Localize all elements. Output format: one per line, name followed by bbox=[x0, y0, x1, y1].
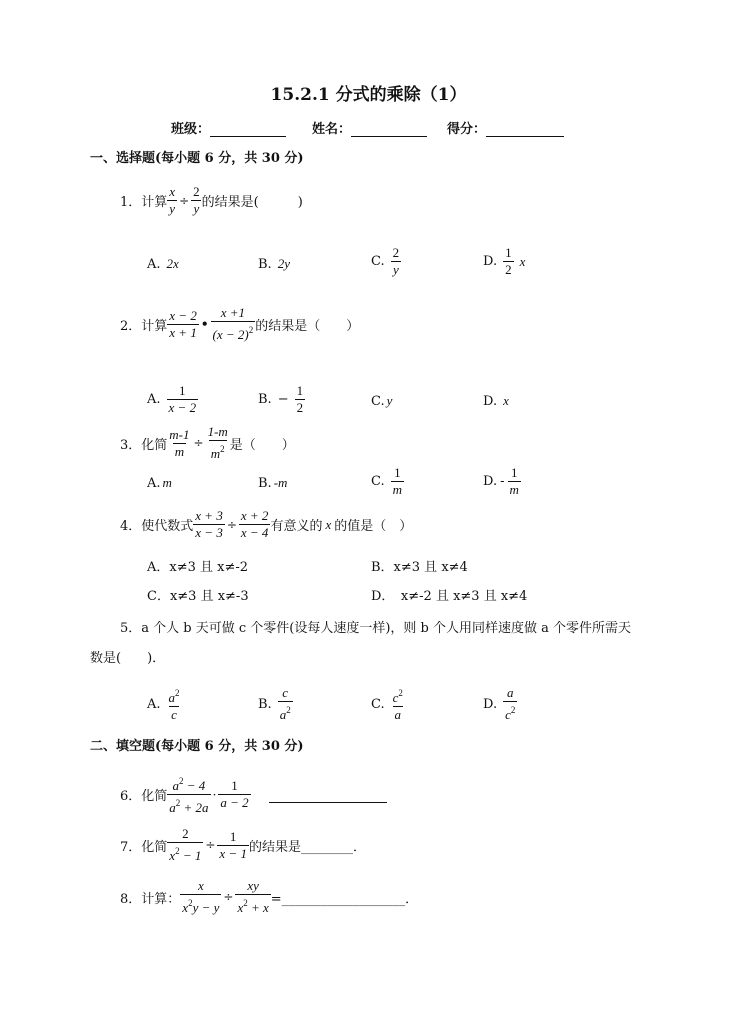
option-label: C. bbox=[371, 254, 385, 269]
q4-variable: x bbox=[325, 516, 332, 532]
option-fraction: $\frac{a}{c^2}$ bbox=[505, 685, 516, 722]
multiply-dot: • bbox=[200, 317, 209, 331]
name-label: 姓名： bbox=[312, 122, 352, 137]
question-3 bbox=[120, 424, 295, 462]
q4-option-a[interactable]: A．x≠3 且 x≠-2 bbox=[147, 560, 249, 575]
divide-sign: ÷ bbox=[226, 517, 237, 532]
class-blank[interactable] bbox=[210, 122, 286, 137]
q3-option-d[interactable] bbox=[483, 465, 521, 498]
divide-sign: ÷ bbox=[223, 890, 234, 904]
q6-fraction-1: $\frac{a^2 - 4}{a^2 + 2a}$ bbox=[169, 776, 209, 815]
q4-option-c[interactable]: C．x≠3 且 x≠-3 bbox=[147, 589, 249, 604]
q3-suffix: 是（ ） bbox=[229, 437, 295, 453]
option-var: x bbox=[519, 253, 526, 269]
q3-option-c[interactable] bbox=[371, 465, 404, 498]
option-fraction: $\frac{1}{m}$ bbox=[509, 465, 519, 497]
q6-fraction-2: $\frac{1}{a - 2}$ bbox=[220, 778, 249, 810]
question-8 bbox=[120, 878, 418, 916]
option-value: 2y bbox=[277, 256, 290, 271]
divide-sign: ÷ bbox=[205, 838, 216, 852]
q3-prefix: 3．化简 bbox=[120, 437, 168, 453]
option-fraction: $\frac{1}{x - 2}$ bbox=[168, 383, 197, 415]
q1-fraction-1: $\frac{x}{y}$ bbox=[169, 184, 176, 216]
option-value: x bbox=[503, 393, 509, 408]
q3-option-b[interactable] bbox=[258, 475, 287, 491]
q3-option-a[interactable] bbox=[147, 475, 172, 491]
option-fraction: $\frac{a^2}{c}$ bbox=[168, 688, 180, 722]
q2-option-c[interactable] bbox=[371, 393, 392, 409]
option-label: D. bbox=[483, 696, 498, 712]
q7-suffix: 的结果是________． bbox=[248, 839, 366, 855]
option-label: B. bbox=[258, 696, 272, 712]
option-value: -m bbox=[273, 475, 288, 490]
q4-suffix-a: 有意义的 bbox=[270, 519, 323, 534]
q5-text-line1: 5．a 个人 b 天可做 c 个零件(设每人速度一样)，则 b 个人用同样速度做 a 个零件所需天 bbox=[120, 621, 632, 636]
multiply-dot: · bbox=[212, 787, 217, 802]
minus-sign: - bbox=[500, 474, 505, 489]
option-label: D. bbox=[483, 393, 498, 409]
name-blank[interactable] bbox=[351, 122, 427, 137]
option-value: 2x bbox=[166, 256, 179, 271]
q2-option-b[interactable] bbox=[258, 383, 305, 416]
question-2 bbox=[120, 305, 359, 343]
q5-text-line2: 数是( )． bbox=[90, 651, 166, 666]
q2-prefix: 2．计算 bbox=[120, 318, 168, 334]
option-label: B. bbox=[258, 392, 272, 407]
option-label: C. bbox=[371, 474, 385, 489]
class-label: 班级： bbox=[171, 122, 211, 137]
score-blank[interactable] bbox=[486, 122, 564, 137]
section-heading-choice: 一、选择题(每小题 6 分，共 30 分) bbox=[90, 151, 304, 166]
q1-option-d[interactable] bbox=[483, 245, 525, 278]
q1-prefix: 1．计算 bbox=[120, 195, 168, 210]
option-label: D. bbox=[483, 254, 498, 269]
q5-option-b[interactable] bbox=[258, 685, 293, 723]
section-heading-fill: 二、填空题(每小题 6 分，共 30 分) bbox=[90, 739, 304, 754]
divide-sign: ÷ bbox=[179, 193, 190, 208]
option-label: B. bbox=[258, 475, 272, 491]
name-field bbox=[312, 118, 427, 137]
option-value: y bbox=[386, 393, 393, 408]
class-field bbox=[171, 118, 286, 137]
option-label: A. bbox=[147, 256, 161, 272]
q8-suffix: =___________________． bbox=[270, 891, 419, 907]
q5-option-a[interactable] bbox=[147, 685, 182, 723]
q8-prefix: 8．计算： bbox=[120, 891, 181, 907]
option-label: C. bbox=[371, 393, 385, 409]
option-label: C. bbox=[371, 696, 385, 712]
q4-prefix: 4．使代数式 bbox=[120, 519, 194, 534]
minus-sign: − bbox=[277, 392, 289, 407]
score-label: 得分： bbox=[447, 122, 487, 137]
divide-sign: ÷ bbox=[193, 436, 204, 450]
q1-suffix: 的结果是( ) bbox=[201, 195, 303, 210]
q8-fraction-2: $\frac{xy}{x^2 + x}$ bbox=[237, 878, 269, 915]
q3-fraction-2: $\frac{1-m}{m^2}$ bbox=[207, 424, 228, 461]
q1-option-c[interactable] bbox=[371, 245, 401, 278]
option-label: D. bbox=[483, 474, 498, 489]
option-label: A. bbox=[147, 475, 161, 491]
page-title: 15.2.1 分式的乘除（1） bbox=[270, 85, 467, 105]
q7-prefix: 7．化简 bbox=[120, 839, 168, 855]
option-fraction: $\frac{1}{m}$ bbox=[392, 465, 403, 497]
q4-suffix-b: 的值是（ ） bbox=[334, 519, 413, 534]
question-7 bbox=[120, 826, 366, 864]
option-fraction: $\frac{2}{y}$ bbox=[392, 245, 400, 277]
q1-option-b[interactable] bbox=[258, 256, 290, 272]
q1-option-a[interactable] bbox=[147, 256, 179, 272]
q8-fraction-1: $\frac{x}{x^2y - y}$ bbox=[182, 878, 220, 915]
q2-option-a[interactable] bbox=[147, 383, 198, 416]
q4-fraction-1: $\frac{x + 3}{x - 3}$ bbox=[195, 508, 223, 540]
option-label: B. bbox=[258, 256, 272, 272]
q2-suffix: 的结果是（ ） bbox=[255, 318, 360, 334]
q4-option-b[interactable]: B．x≠3 且 x≠4 bbox=[371, 560, 468, 575]
q7-fraction-2: $\frac{1}{x - 1}$ bbox=[219, 828, 247, 861]
option-fraction: $\frac{1}{2}$ bbox=[296, 383, 304, 415]
option-fraction: $\frac{c}{a^2}$ bbox=[279, 685, 291, 722]
q4-fraction-2: $\frac{x + 2}{x - 4}$ bbox=[240, 508, 269, 540]
option-value: m bbox=[162, 475, 172, 490]
q6-prefix: 6．化简 bbox=[120, 789, 168, 804]
option-fraction: $\frac{1}{2}$ bbox=[505, 245, 512, 277]
q2-option-d[interactable] bbox=[483, 393, 509, 409]
q5-option-d[interactable] bbox=[483, 685, 517, 723]
q4-option-d[interactable]: D． x≠-2 且 x≠3 且 x≠4 bbox=[371, 589, 528, 604]
option-label: A. bbox=[147, 696, 161, 712]
question-4 bbox=[120, 508, 412, 541]
q2-fraction-1: $\frac{x - 2}{x + 1}$ bbox=[169, 307, 197, 340]
q3-fraction-1: $\frac{m-1}{m}$ bbox=[169, 426, 190, 459]
question-6 bbox=[120, 773, 387, 816]
score-field bbox=[447, 118, 564, 137]
q7-fraction-1: $\frac{2}{x^2 - 1}$ bbox=[169, 826, 202, 863]
q5-option-c[interactable] bbox=[371, 685, 405, 723]
q6-answer-blank[interactable] bbox=[269, 786, 387, 803]
q1-fraction-2: $\frac{2}{y}$ bbox=[193, 184, 200, 216]
q2-fraction-2: $\frac{x +1}{(x - 2)^2}$ bbox=[212, 305, 254, 342]
question-1 bbox=[120, 184, 303, 217]
option-fraction: $\frac{c^2}{a}$ bbox=[392, 688, 403, 722]
option-label: A. bbox=[147, 392, 161, 407]
